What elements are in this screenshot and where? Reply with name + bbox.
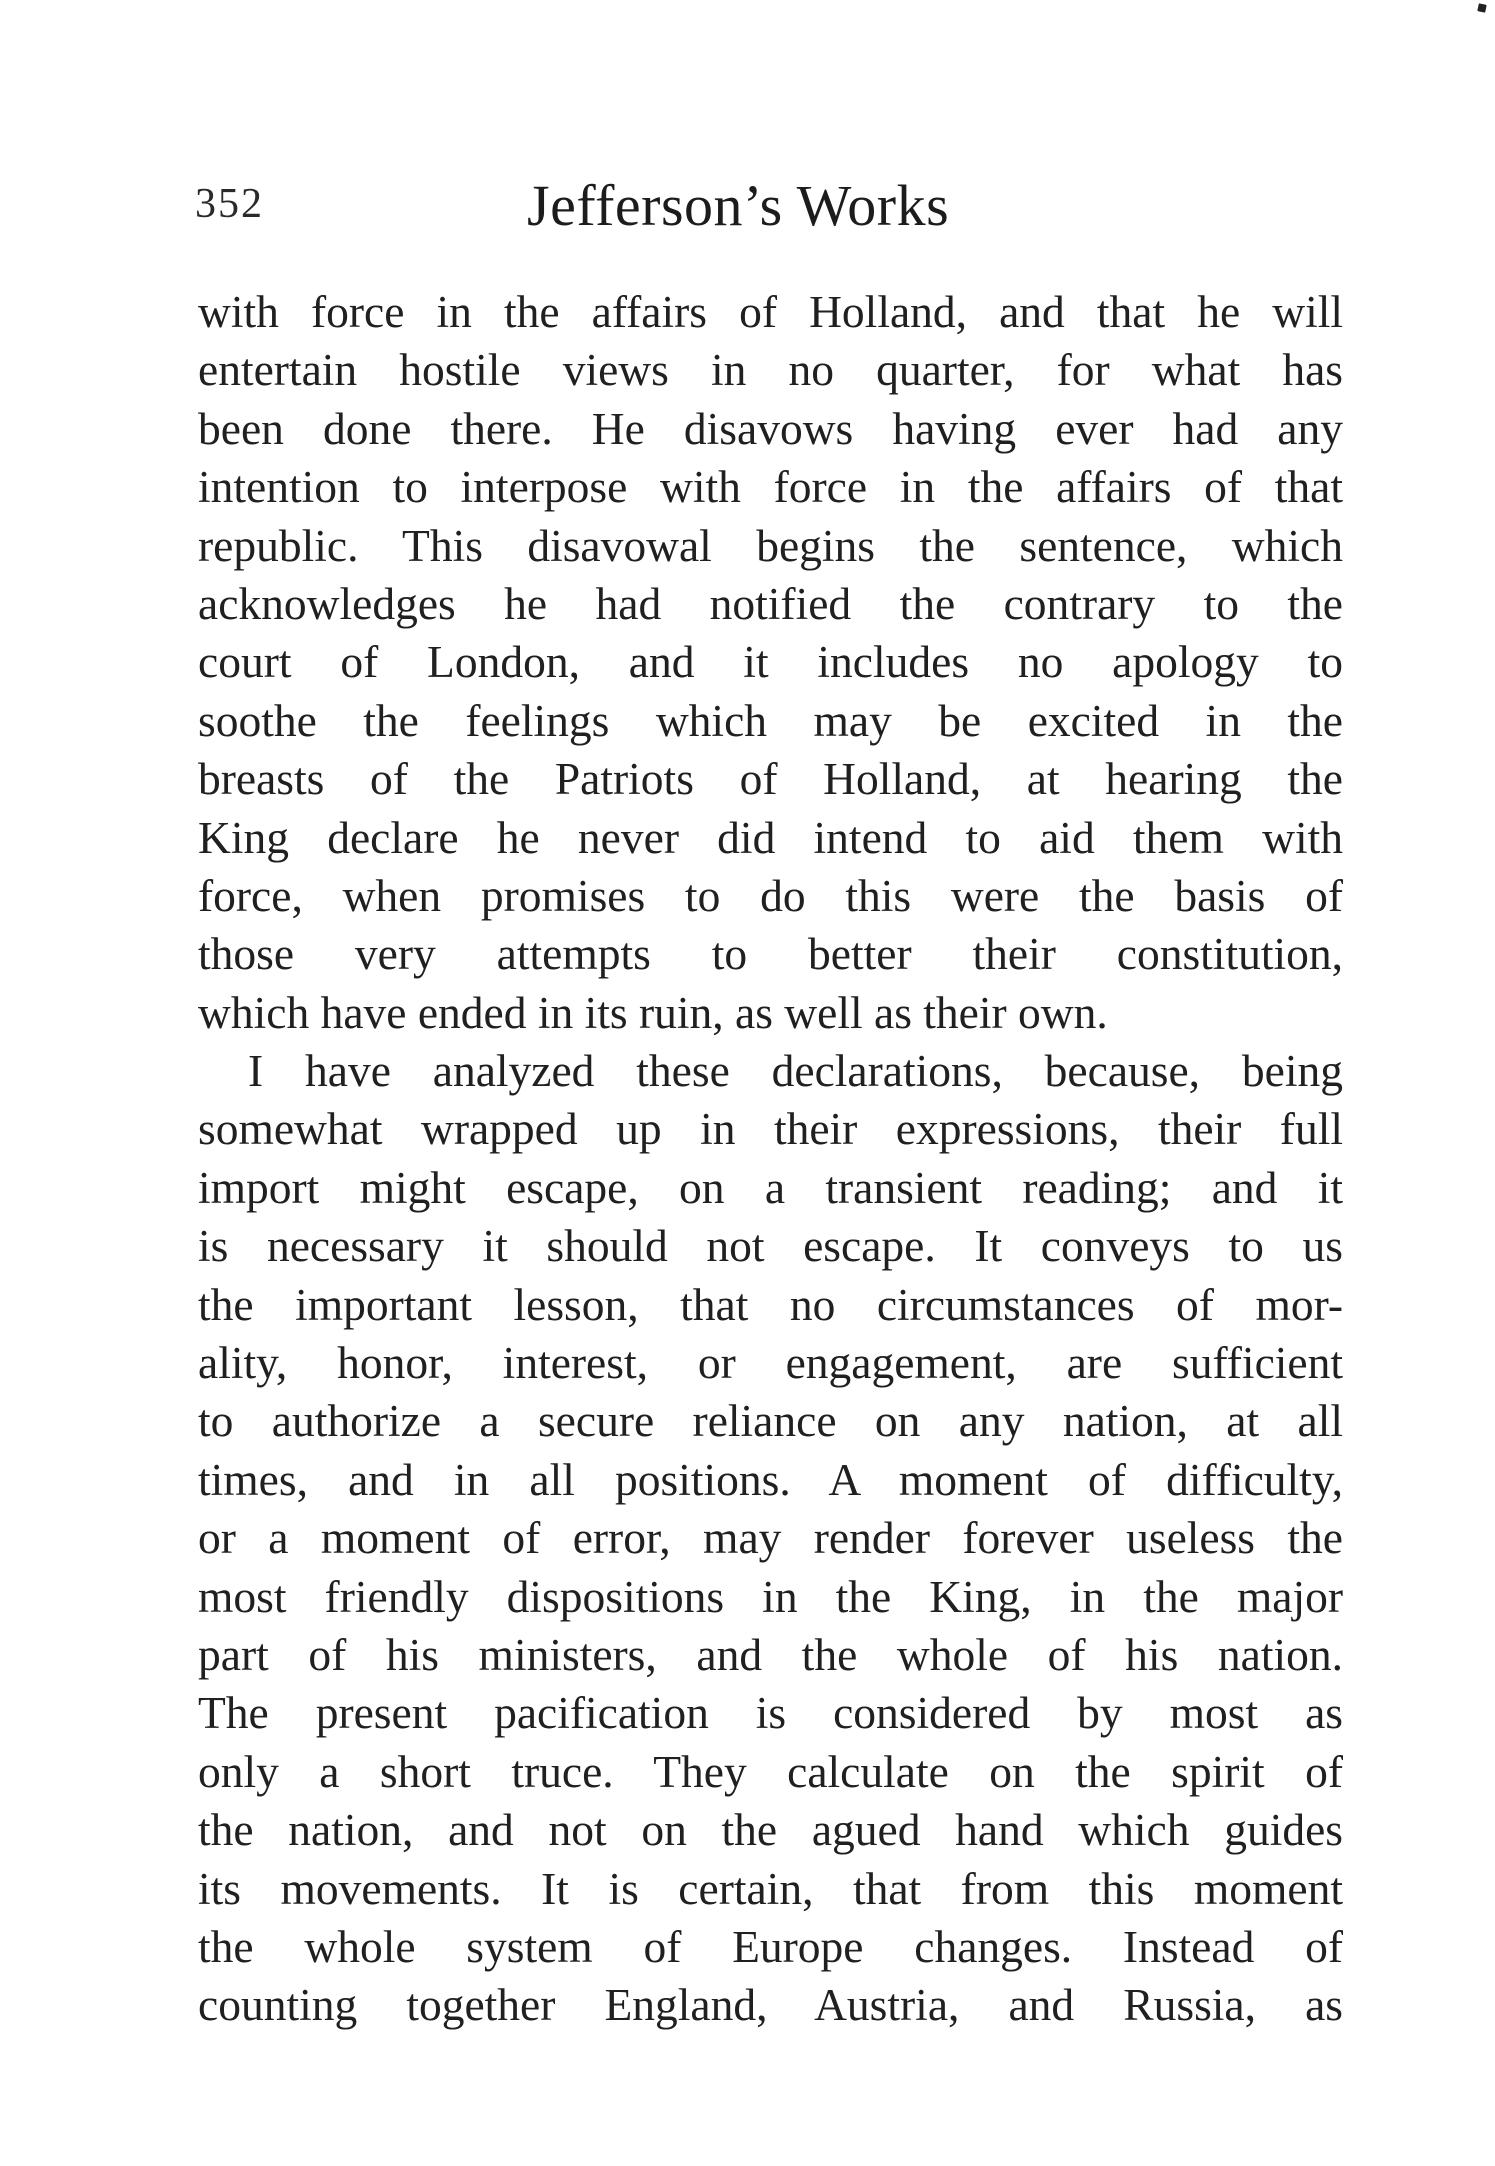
- text-line: only a short truce. They calculate on the spirit of: [198, 1745, 1343, 1797]
- text-line: import might escape, on a transient reading; and it: [198, 1161, 1343, 1213]
- text-line: most friendly dispositions in the King, in the major: [198, 1570, 1343, 1622]
- text-line: I have analyzed these declarations, because, being: [248, 1045, 1343, 1097]
- text-line: counting together England, Austria, and Russia, as: [198, 1979, 1343, 2031]
- text-line: those very attempts to better their constitution,: [198, 928, 1343, 980]
- page-number: 352: [195, 181, 264, 227]
- body-text: [198, 283, 1343, 2035]
- paragraph-1: [198, 283, 1343, 1042]
- text-line: the important lesson, that no circumstances of mor-: [198, 1278, 1343, 1330]
- text-line: republic. This disavowal begins the sentence, which: [198, 519, 1343, 571]
- text-line: soothe the feelings which may be excited in the: [198, 694, 1343, 746]
- text-line: intention to interpose with force in the affairs of that: [198, 461, 1343, 513]
- text-line: The present pacification is considered by most as: [198, 1687, 1343, 1739]
- text-line: part of his ministers, and the whole of his nation.: [198, 1628, 1343, 1680]
- text-line: which have ended in its ruin, as well as their own.: [198, 986, 1108, 1038]
- text-line: ality, honor, interest, or engagement, are sufficient: [198, 1337, 1343, 1389]
- text-line: force, when promises to do this were the basis of: [198, 869, 1343, 921]
- page-header: [195, 172, 1345, 242]
- text-line: court of London, and it includes no apology to: [198, 636, 1343, 688]
- running-title: Jefferson’s Works: [527, 173, 950, 238]
- text-line: to authorize a secure reliance on any nation, at all: [198, 1395, 1343, 1447]
- text-line: its movements. It is certain, that from this moment: [198, 1862, 1343, 1914]
- text-line: or a moment of error, may render forever useless the: [198, 1512, 1343, 1564]
- text-line: the whole system of Europe changes. Instead of: [198, 1920, 1343, 1972]
- text-line: with force in the affairs of Holland, and that he will: [198, 286, 1343, 337]
- text-line: somewhat wrapped up in their expressions, their full: [198, 1103, 1343, 1155]
- corner-print-mark: [1477, 3, 1486, 12]
- text-line: is necessary it should not escape. It conveys to us: [198, 1220, 1343, 1272]
- text-line: breasts of the Patriots of Holland, at hearing the: [198, 753, 1343, 805]
- text-line: times, and in all positions. A moment of difficulty,: [198, 1453, 1343, 1505]
- text-line: acknowledges he had notified the contrary to the: [198, 577, 1343, 629]
- text-line: entertain hostile views in no quarter, for what has: [198, 344, 1343, 396]
- text-line: King declare he never did intend to aid them with: [198, 811, 1343, 863]
- text-line: been done there. He disavows having ever had any: [198, 402, 1343, 454]
- text-line: the nation, and not on the agued hand which guides: [198, 1804, 1343, 1856]
- paragraph-2: [198, 1042, 1343, 2035]
